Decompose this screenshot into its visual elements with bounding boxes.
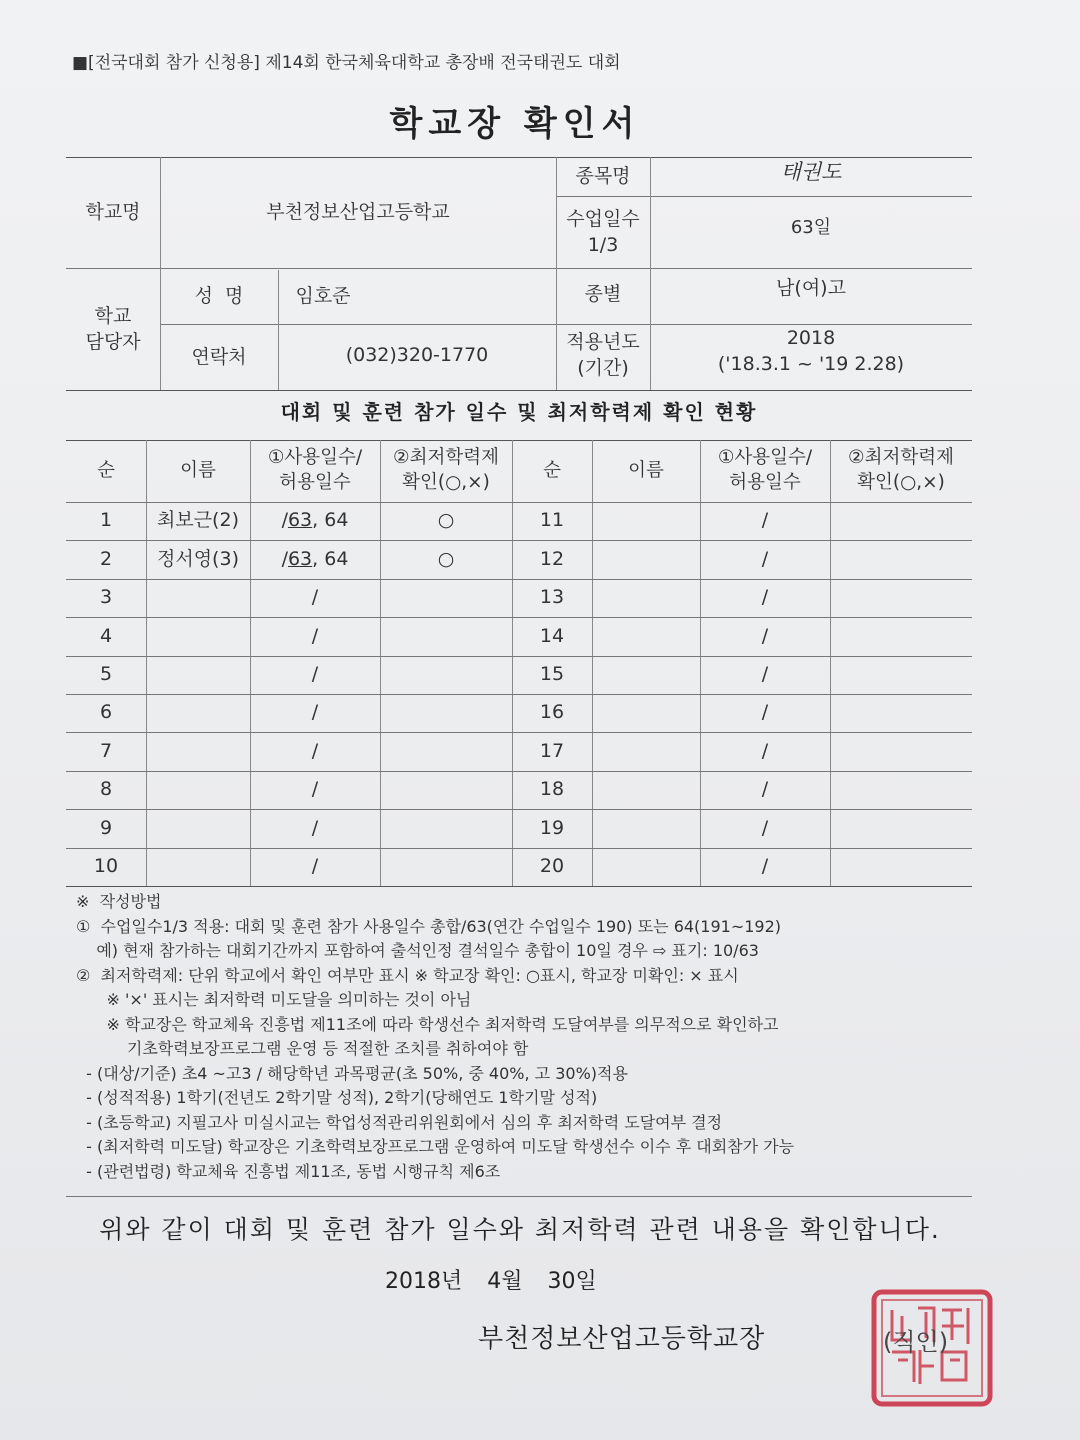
grid-row-border [66, 886, 972, 887]
days-prefix: / [311, 701, 319, 724]
year-value-line2: ('18.3.1 ~ '19 2.28) [717, 353, 905, 375]
participant-days [250, 617, 380, 655]
instructions [76, 890, 976, 1184]
row-number: 8 [99, 778, 113, 801]
min-academic-check [830, 579, 972, 617]
row-number: 20 [539, 854, 565, 877]
confirmation-date [385, 1264, 597, 1295]
confirmation-statement: 위와 같이 대회 및 훈련 참가 일수와 최저학력 관련 내용을 확인합니다. [99, 1215, 941, 1244]
participant-days: / [761, 739, 769, 762]
participant-name [146, 656, 250, 694]
header-days-text: ①사용일수/ [717, 447, 813, 469]
instruction-line: - (관련법령) 학교체육 진흥법 제11조, 동법 시행규칙 제6조 [76, 1161, 501, 1181]
instruction-line: ※ 학교장은 학교체육 진흥법 제11조에 따라 학생선수 최저학력 도달여부를 의무적으로 확인하고 [76, 1014, 779, 1034]
participant-name [592, 656, 700, 694]
participant-name [592, 732, 700, 770]
participant-days [250, 771, 380, 809]
notes-bottom-border [66, 1196, 972, 1197]
instruction-line: - (최저학력 미도달) 학교장은 기초학력보장프로그램 운영하여 미도달 학생선수 이수 후 대회참가 가능 [76, 1137, 795, 1156]
year-value-line1: 2018 [786, 327, 836, 350]
header-check-text: 확인(○,×) [857, 472, 945, 493]
instruction-line: - (성적적용) 1학기(전년도 2학기말 성적), 2학기(당해연도 1학기말 성적) [76, 1088, 598, 1107]
date-month: 4월 [487, 1269, 523, 1294]
days-prefix: / [311, 854, 319, 877]
participant-name [146, 809, 250, 847]
row-number: 3 [99, 586, 113, 609]
participant-name [592, 848, 700, 886]
header-days [700, 440, 830, 502]
participant-name [592, 694, 700, 732]
class-days-value: 63일 [790, 216, 832, 238]
header-name [592, 440, 700, 502]
days-used: 63 [287, 547, 313, 570]
year-label [556, 326, 650, 386]
instruction-line: ※ '×' 표시는 최저학력 미도달을 의미하는 것이 아님 [76, 990, 472, 1009]
row-number: 1 [99, 509, 113, 532]
min-academic-check [380, 579, 512, 617]
participant-days: / [761, 547, 769, 570]
header-check [830, 440, 972, 502]
year-label-line1: 적용년도 [566, 331, 640, 354]
min-academic-check [830, 809, 972, 847]
min-academic-check [380, 617, 512, 655]
participant-days: / [761, 509, 769, 532]
days-used: 63 [287, 509, 313, 532]
row-number: 9 [99, 816, 113, 839]
header-days [250, 440, 380, 502]
participant-name [592, 540, 700, 578]
participant-days [250, 848, 380, 886]
row-number: 15 [539, 662, 565, 685]
row-number: 10 [93, 854, 119, 877]
instruction-line: ※ 작성방법 [76, 892, 162, 911]
participant-days: / [761, 854, 769, 877]
header-name-text: 이름 [628, 459, 664, 481]
participant-days [250, 809, 380, 847]
participant-days [250, 694, 380, 732]
days-prefix: / [311, 586, 319, 609]
min-academic-check [830, 540, 972, 578]
row-number: 5 [99, 662, 113, 685]
participant-name [592, 771, 700, 809]
participant-days [250, 502, 380, 540]
date-year: 2018년 [385, 1269, 463, 1294]
row-number: 6 [99, 701, 113, 724]
gender-value: 남(여)고 [776, 277, 846, 300]
participant-name [592, 617, 700, 655]
participant-days: / [761, 662, 769, 685]
header-name [146, 440, 250, 502]
participant-name [146, 617, 250, 655]
participant-name [592, 809, 700, 847]
participant-days: / [761, 701, 769, 724]
row-number: 7 [99, 739, 113, 762]
row-number: 2 [99, 547, 113, 570]
min-academic-check: ○ [437, 509, 455, 532]
contact-label-line1: 학교 [94, 305, 132, 328]
days-suffix: , 64 [312, 547, 349, 570]
event-name: 태권도 [780, 159, 842, 184]
header-days-text: 허용일수 [279, 472, 351, 493]
min-academic-check [380, 771, 512, 809]
school-label: 학교명 [85, 200, 141, 223]
participant-name [146, 771, 250, 809]
row-number: 16 [539, 701, 565, 724]
participant-days [250, 732, 380, 770]
instruction-line: - (초등학교) 지필고사 미실시교는 학업성적관리위원회에서 심의 후 최저학력 도달여부 결정 [76, 1112, 723, 1132]
school-name: 부천정보산업고등학교 [266, 200, 450, 223]
contact-phone-label: 연락처 [191, 346, 247, 369]
participant-days [250, 540, 380, 578]
header-days-text: ①사용일수/ [267, 447, 363, 469]
min-academic-check: ○ [437, 547, 455, 570]
seal-label: (직인) [883, 1328, 949, 1356]
row-number: 4 [99, 624, 113, 647]
min-academic-check [380, 694, 512, 732]
min-academic-check [380, 848, 512, 886]
header-check-text: 확인(○,×) [402, 472, 490, 493]
participant-days: / [761, 778, 769, 801]
header-name-text: 이름 [180, 459, 216, 481]
class-days-label-line2: 1/3 [587, 234, 619, 256]
days-prefix: / [311, 778, 319, 801]
days-prefix: / [311, 739, 319, 762]
participant-name [592, 502, 700, 540]
event-label: 종목명 [575, 164, 631, 187]
days-prefix: / [311, 624, 319, 647]
instruction-line: ② 최저학력제: 단위 학교에서 확인 여부만 표시 ※ 학교장 확인: ○표시, 학교장 미확인: × 표시 [76, 965, 739, 985]
row-number: 12 [539, 547, 565, 570]
min-academic-check [830, 771, 972, 809]
header-check [380, 440, 512, 502]
header-no [66, 440, 146, 502]
contact-phone: (032)320-1770 [345, 344, 489, 367]
instruction-line: 예) 현재 참가하는 대회기간까지 포함하여 출석인정 결석일수 총합이 10일 경우 ⇨ 표기: 10/63 [76, 941, 759, 960]
principal-signature-line: 부천정보산업고등학교장 [478, 1324, 766, 1354]
participant-name [146, 848, 250, 886]
application-note: ■[전국대회 참가 신청용] 제14회 한국체육대학교 총장배 전국태권도 대회 [72, 53, 621, 73]
participant-name [146, 732, 250, 770]
row-number: 11 [539, 509, 565, 532]
year-label-line2: (기간) [577, 357, 629, 379]
days-prefix: / [281, 547, 288, 570]
row-number: 18 [539, 778, 565, 801]
participant-days: / [761, 586, 769, 609]
gender-label: 종별 [584, 283, 622, 306]
participant-days [250, 656, 380, 694]
min-academic-check [830, 732, 972, 770]
info-divider [556, 196, 972, 197]
row-number: 13 [539, 586, 565, 609]
info-divider [160, 324, 556, 325]
contact-label-line2: 담당자 [85, 331, 141, 353]
participant-name: 최보근(2) [157, 509, 239, 532]
header-days-text: 허용일수 [729, 472, 801, 493]
min-academic-check [380, 809, 512, 847]
header-no-text: 순 [97, 459, 115, 481]
min-academic-check [830, 656, 972, 694]
min-academic-check [380, 732, 512, 770]
days-prefix: / [281, 509, 288, 532]
year-value [650, 322, 972, 382]
info-bottom-border [66, 390, 972, 391]
participant-name [592, 579, 700, 617]
header-check-text: ②최저학력제 [848, 447, 954, 469]
participant-days: / [761, 816, 769, 839]
document-title: 학교장 확인서 [389, 104, 641, 144]
contact-label [66, 270, 160, 390]
row-number: 19 [539, 816, 565, 839]
participant-name [146, 579, 250, 617]
min-academic-check [830, 848, 972, 886]
header-check-text: ②최저학력제 [393, 447, 499, 469]
participant-days [250, 579, 380, 617]
row-number: 14 [539, 624, 565, 647]
participant-name [146, 694, 250, 732]
participant-name: 정서영(3) [157, 547, 239, 570]
row-number: 17 [539, 739, 565, 762]
contact-name-label: 성 명 [194, 285, 244, 308]
date-day: 30일 [547, 1269, 597, 1294]
participant-days: / [761, 624, 769, 647]
header-no-text: 순 [543, 459, 561, 481]
class-days-label-line1: 수업일수 [566, 208, 640, 231]
min-academic-check [830, 694, 972, 732]
instruction-line: - (대상/기준) 초4 ~고3 / 해당학년 과목평균(초 50%, 중 40%, 고 30%)적용 [76, 1063, 628, 1083]
days-prefix: / [311, 816, 319, 839]
class-days-label [556, 198, 650, 268]
status-section-title: 대회 및 훈련 참가 일수 및 최저학력제 확인 현황 [280, 400, 758, 424]
days-prefix: / [311, 662, 319, 685]
days-suffix: , 64 [312, 509, 349, 532]
min-academic-check [830, 502, 972, 540]
min-academic-check [380, 656, 512, 694]
instruction-line: 기초학력보장프로그램 운영 등 적절한 조치를 취하여야 함 [76, 1039, 529, 1058]
header-no [512, 440, 592, 502]
contact-name: 임호준 [295, 285, 351, 308]
instruction-line: ① 수업일수1/3 적용: 대회 및 훈련 참가 사용일수 총합/63(연간 수업일수 190) 또는 64(191~192) [76, 916, 782, 936]
min-academic-check [830, 617, 972, 655]
